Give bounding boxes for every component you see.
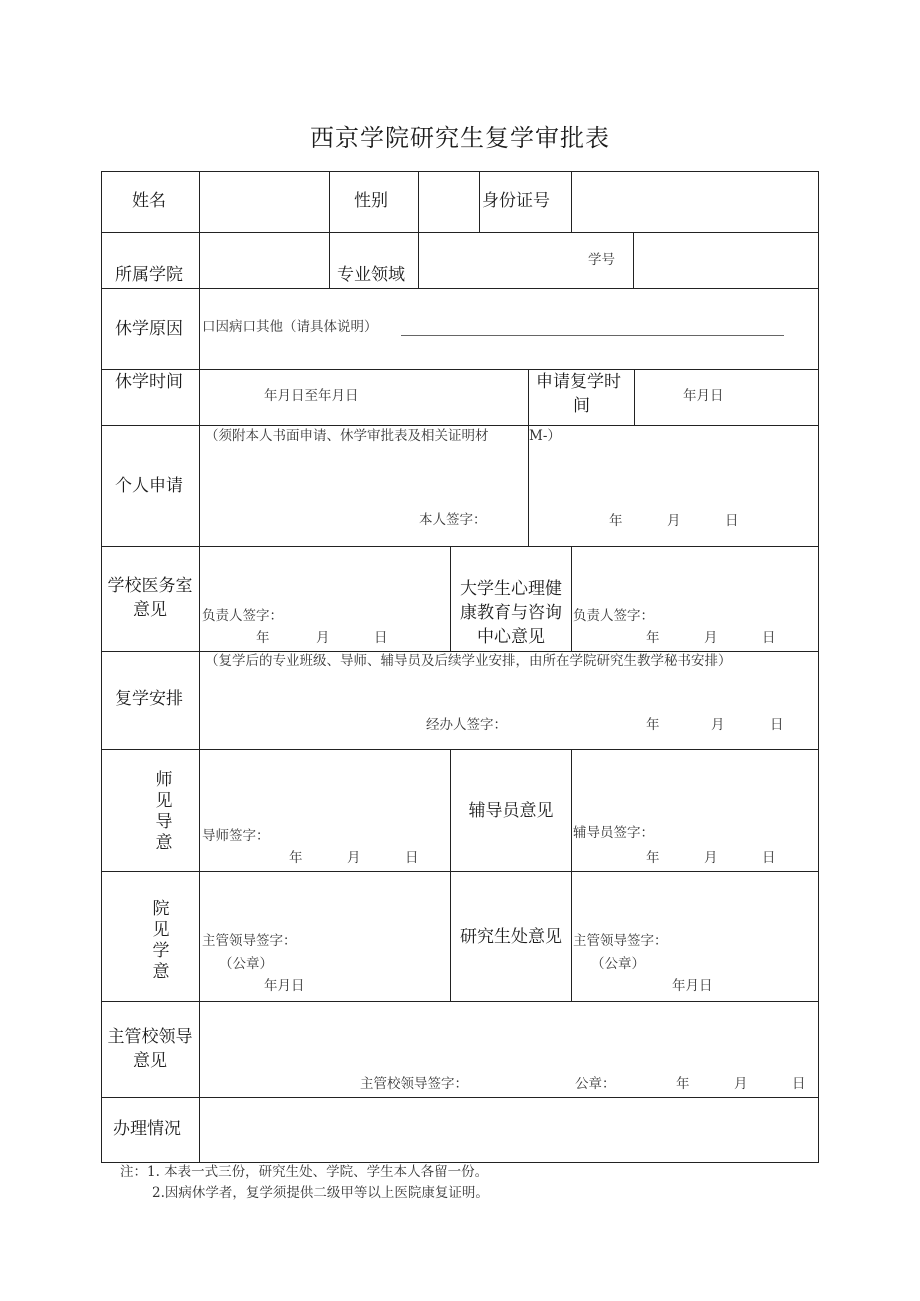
handling-status-label: 办理情况 [113, 1119, 181, 1139]
personal-application-note: （须附本人书面申请、休学审批表及相关证明材 [205, 428, 489, 444]
school-leader-label-1: 主管校领导 [107, 1027, 193, 1047]
center-month: 月 [704, 630, 718, 646]
clinic-signature-label: 负责人签字： [202, 608, 283, 624]
arrangement-day: 日 [770, 717, 784, 733]
applicant-signature-label: 本人签字： [419, 512, 487, 528]
suspension-date-range[interactable]: 年月日至年月日 [264, 388, 359, 404]
college-opinion-label-3: 学 [152, 941, 170, 961]
counselor-day: 日 [762, 850, 776, 866]
name-label: 姓名 [132, 191, 166, 211]
arrangement-month: 月 [711, 717, 725, 733]
graduate-leader-signature-label: 主管领导签字： [573, 933, 668, 949]
personal-application-note-tail: M-） [529, 428, 561, 444]
school-leader-opinion-area[interactable] [200, 1002, 817, 1070]
resume-time-label-1: 申请复学时 [536, 372, 621, 392]
counselor-month: 月 [704, 850, 718, 866]
personal-month: 月 [667, 513, 681, 529]
handling-status-field[interactable] [200, 1098, 817, 1161]
id-number-label: 身份证号 [482, 191, 550, 211]
center-signature-label: 负责人签字： [573, 608, 654, 624]
school-leader-month: 月 [734, 1076, 748, 1092]
personal-year: 年 [609, 513, 623, 529]
advisor-label-2: 见 [155, 791, 173, 811]
counselor-year: 年 [646, 850, 660, 866]
suspension-time-label: 休学时间 [115, 372, 183, 392]
name-field[interactable] [200, 172, 328, 231]
student-id-field[interactable] [634, 233, 817, 287]
major-field[interactable] [419, 233, 559, 287]
arrangement-note: （复学后的专业班级、导师、辅导员及后续学业安排，由所在学院研究生教学秘书安排） [205, 653, 732, 669]
advisor-year: 年 [289, 850, 303, 866]
student-id-label: 学号 [588, 252, 615, 268]
clinic-opinion-label-2: 意见 [133, 600, 167, 620]
clinic-month: 月 [316, 630, 330, 646]
counseling-center-label-3: 中心意见 [477, 627, 545, 647]
college-label: 所属学院 [115, 265, 183, 285]
resumption-arrangement-label: 复学安排 [115, 689, 183, 709]
resume-time-label-2: 间 [573, 396, 590, 416]
reason-blank-line[interactable] [401, 335, 784, 336]
college-seal: （公章） [219, 956, 273, 972]
college-field[interactable] [200, 233, 328, 287]
gender-label: 性别 [354, 191, 388, 211]
note-line-1: 注：1. 本表一式三份，研究生处、学院、学生本人各留一份。 [120, 1164, 489, 1180]
counselor-signature-label: 辅导员签字： [573, 825, 654, 841]
graduate-date: 年月日 [672, 978, 713, 994]
advisor-label-1: 师 [155, 770, 173, 790]
clinic-opinion-label-1: 学校医务室 [107, 576, 193, 596]
graduate-office-label: 研究生处意见 [460, 927, 562, 947]
suspension-reason-options[interactable]: 口因病口其他（请具体说明） [202, 319, 378, 335]
college-opinion-label-4: 意 [152, 962, 170, 982]
school-leader-signature-label: 主管校领导签字： [360, 1076, 468, 1092]
school-leader-year: 年 [676, 1076, 690, 1092]
advisor-label-3: 导 [155, 812, 173, 832]
clinic-day: 日 [374, 630, 388, 646]
handler-signature-label: 经办人签字： [426, 717, 507, 733]
suspension-reason-label: 休学原因 [115, 319, 183, 339]
gender-field[interactable] [419, 172, 478, 231]
approval-form-table [101, 171, 819, 1163]
clinic-year: 年 [256, 630, 270, 646]
college-leader-signature-label: 主管领导签字： [202, 933, 297, 949]
personal-application-label: 个人申请 [115, 476, 183, 496]
college-opinion-label-1: 院 [152, 899, 170, 919]
center-year: 年 [646, 630, 660, 646]
advisor-day: 日 [405, 850, 419, 866]
college-opinion-label-2: 见 [152, 920, 170, 940]
school-leader-label-2: 意见 [133, 1051, 167, 1071]
school-leader-day: 日 [792, 1076, 806, 1092]
graduate-seal: （公章） [591, 956, 645, 972]
center-day: 日 [762, 630, 776, 646]
school-leader-seal: 公章： [575, 1076, 616, 1092]
arrangement-area[interactable] [200, 671, 817, 711]
major-label: 专业领域 [337, 265, 405, 285]
counseling-center-label-2: 康教育与咨询 [460, 603, 562, 623]
id-number-field[interactable] [572, 172, 817, 231]
college-date: 年月日 [264, 978, 305, 994]
note-line-2: 2.因病休学者，复学须提供二级甲等以上医院康复证明。 [152, 1185, 489, 1201]
page-title: 西京学院研究生复学审批表 [310, 124, 610, 152]
personal-day: 日 [725, 513, 739, 529]
advisor-label-4: 意 [155, 833, 173, 853]
advisor-month: 月 [347, 850, 361, 866]
advisor-signature-label: 导师签字： [202, 828, 270, 844]
resume-date[interactable]: 年月日 [683, 388, 724, 404]
counselor-opinion-label: 辅导员意见 [468, 801, 554, 821]
arrangement-year: 年 [646, 717, 660, 733]
counseling-center-label-1: 大学生心理健 [460, 579, 562, 599]
